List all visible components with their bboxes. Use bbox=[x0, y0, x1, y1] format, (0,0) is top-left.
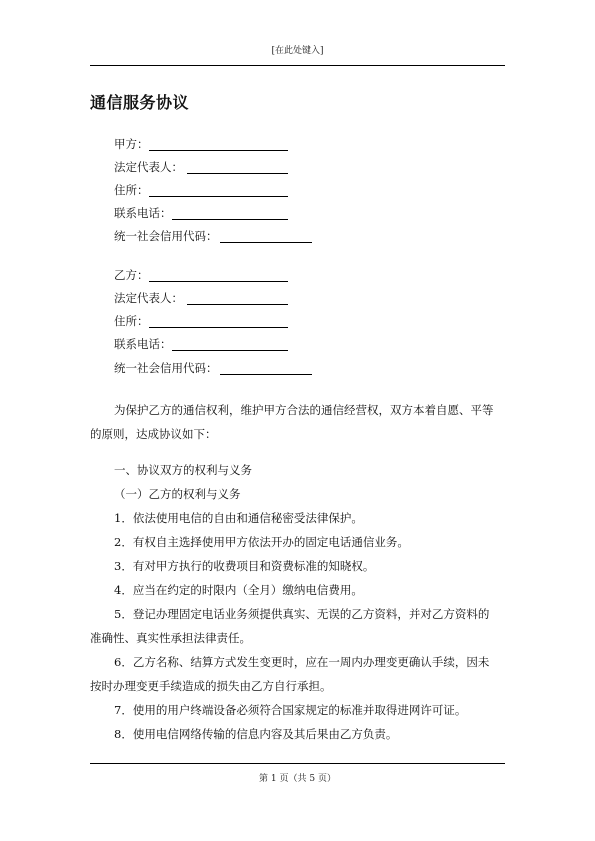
list-item: 8．使用电信网络传输的信息内容及其后果由乙方负责。 bbox=[114, 727, 398, 741]
party-a-phone-field bbox=[114, 206, 172, 220]
footer-rule bbox=[90, 763, 505, 764]
party-a-name-field bbox=[114, 137, 149, 151]
list-item-continuation: 按时办理变更手续造成的损失由乙方自行承担。 bbox=[90, 679, 332, 693]
list-item: 6．乙方名称、结算方式发生变更时，应在一周内办理变更确认手续，因未 bbox=[114, 655, 490, 669]
header-rule bbox=[90, 65, 505, 66]
party-b-address-blank[interactable] bbox=[149, 327, 288, 328]
party-b-credit-code-field bbox=[114, 361, 218, 375]
list-item: 5．登记办理固定电话业务须提供真实、无误的乙方资料，并对乙方资料的 bbox=[114, 607, 490, 621]
subsection-heading: （一）乙方的权利与义务 bbox=[114, 487, 241, 501]
party-b-credit-code-blank[interactable] bbox=[220, 374, 312, 375]
party-b-address-label: 住所： bbox=[114, 314, 149, 328]
party-b-name-field bbox=[114, 268, 149, 282]
list-item: 3．有对甲方执行的收费项目和资费标准的知晓权。 bbox=[114, 559, 375, 573]
party-a-address-label: 住所： bbox=[114, 183, 149, 197]
party-a-name-label: 甲方： bbox=[114, 137, 149, 151]
party-b-address-field bbox=[114, 314, 149, 328]
party-a-credit-code-blank[interactable] bbox=[220, 242, 312, 243]
intro-line-2: 的原则，达成协议如下： bbox=[90, 427, 217, 441]
party-a-phone-label: 联系电话： bbox=[114, 206, 172, 220]
party-a-credit-code-label: 统一社会信用代码： bbox=[114, 229, 218, 243]
list-item: 7．使用的用户终端设备必须符合国家规定的标准并取得进网许可证。 bbox=[114, 703, 467, 717]
page-footer: 第 1 页（共 5 页） bbox=[259, 774, 336, 784]
page-header: [在此处键入] bbox=[271, 46, 324, 56]
party-a-rep-field bbox=[114, 160, 183, 174]
party-a-rep-blank[interactable] bbox=[187, 173, 288, 174]
list-item: 4．应当在约定的时限内（全月）缴纳电信费用。 bbox=[114, 583, 363, 597]
party-b-rep-blank[interactable] bbox=[187, 304, 288, 305]
list-item: 1．依法使用电信的自由和通信秘密受法律保护。 bbox=[114, 511, 363, 525]
intro-line-1: 为保护乙方的通信权利，维护甲方合法的通信经营权，双方本着自愿、平等 bbox=[114, 403, 494, 417]
party-b-phone-field bbox=[114, 337, 172, 351]
party-a-rep-label: 法定代表人： bbox=[114, 160, 183, 174]
party-b-name-blank[interactable] bbox=[149, 281, 288, 282]
party-a-name-blank[interactable] bbox=[149, 150, 288, 151]
document-title: 通信服务协议 bbox=[90, 93, 190, 112]
party-b-rep-label: 法定代表人： bbox=[114, 291, 183, 305]
party-a-address-blank[interactable] bbox=[149, 196, 288, 197]
party-b-credit-code-label: 统一社会信用代码： bbox=[114, 361, 218, 375]
party-b-name-label: 乙方： bbox=[114, 268, 149, 282]
party-b-phone-label: 联系电话： bbox=[114, 337, 172, 351]
party-a-address-field bbox=[114, 183, 149, 197]
list-item: 2．有权自主选择使用甲方依法开办的固定电话通信业务。 bbox=[114, 535, 409, 549]
list-item-continuation: 准确性、真实性承担法律责任。 bbox=[90, 631, 251, 645]
section-heading: 一、协议双方的权利与义务 bbox=[114, 463, 252, 477]
party-b-rep-field bbox=[114, 291, 183, 305]
party-a-phone-blank[interactable] bbox=[172, 219, 288, 220]
party-b-phone-blank[interactable] bbox=[172, 350, 288, 351]
party-a-credit-code-field bbox=[114, 229, 218, 243]
